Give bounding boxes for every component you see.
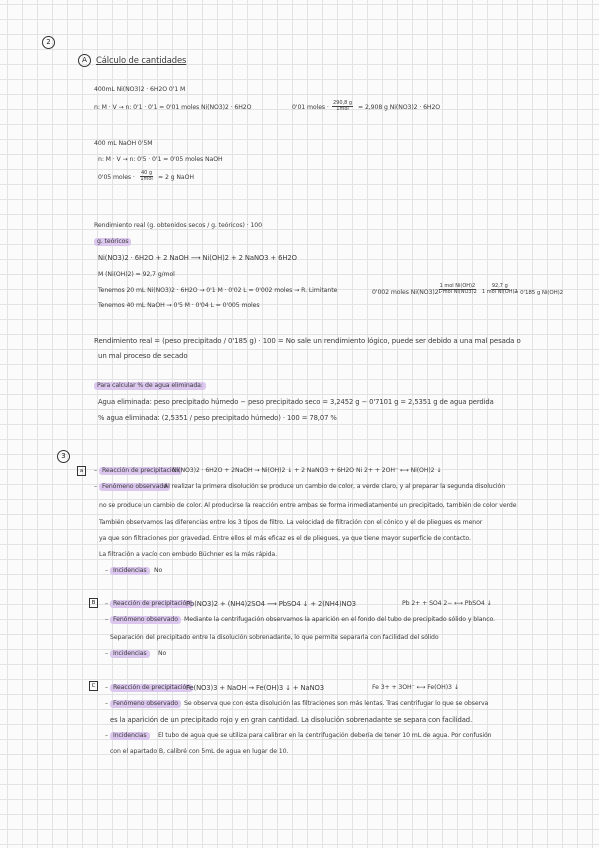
c-ionic: Fe 3+ + 3OH⁻ ⟷ Fe(OH)3 ↓ bbox=[372, 684, 459, 691]
naoh-header: 400 mL NaOH 0'5M bbox=[94, 140, 153, 147]
part-a-marker: A bbox=[78, 54, 91, 67]
naoh-mass-prefix: 0'05 moles · bbox=[98, 174, 135, 181]
c-incidencias-line1: El tubo de agua que se utiliza para calibrar en la centrifugación debería de tener 10 mL de agua. Por confusión bbox=[158, 732, 492, 739]
a-fenomeno-label: Fenómeno observado bbox=[99, 483, 170, 491]
a-fenomeno-line5: La filtración a vacío con embudo Büchner es la más rápida. bbox=[99, 551, 277, 558]
c-reaccion-label: Reacción de precipitación bbox=[110, 684, 193, 692]
a-fenomeno-line1: Al realizar la primera disolución se produce un cambio de color, a verde claro, y al preparar la segunda disolución bbox=[164, 483, 506, 490]
b-dash-1: – bbox=[105, 600, 108, 607]
a-dash-1: – bbox=[94, 467, 97, 474]
tenemos-2: Tenemos 40 mL NaOH → 0'5 M · 0'04 L = 0'005 moles bbox=[98, 302, 260, 309]
agua-label: Para calcular % de agua eliminada: bbox=[94, 382, 206, 390]
ohm-fraction-1 bbox=[438, 284, 477, 295]
naoh-mass-fraction bbox=[140, 171, 153, 182]
ohm-frac2-den: 1 mol Ni(OH)2 bbox=[482, 289, 518, 295]
b-dash-2: – bbox=[105, 616, 108, 623]
a-dash-3: – bbox=[105, 567, 108, 574]
c-dash-3: – bbox=[105, 732, 108, 739]
naoh-mass-den: 1mol bbox=[140, 176, 153, 182]
ohm-frac1-den: 1 mol Ni(NO3)2 bbox=[438, 289, 477, 295]
naoh-mass-result: = 2 g NaOH bbox=[158, 174, 194, 181]
b-ionic: Pb 2+ + SO4 2− ⟷ PbSO4 ↓ bbox=[402, 600, 492, 607]
b-incidencias-text: No bbox=[158, 650, 167, 657]
b-reaccion-label: Reacción de precipitación bbox=[110, 600, 193, 608]
part-a-box: a bbox=[77, 466, 86, 476]
naoh-moles-calc: n: M · V → n: 0'5 · 0'1 = 0'05 moles NaOH bbox=[98, 156, 223, 163]
b-incidencias-label: Incidencias bbox=[110, 650, 150, 658]
part-b-box: B bbox=[89, 598, 98, 608]
reaction-equation: Ni(NO3)2 · 6H2O + 2 NaOH ⟶ Ni(OH)2 + 2 NaNO3 + 6H2O bbox=[98, 254, 297, 262]
ohm-frac1-num: 1 mol Ni(OH)2 bbox=[439, 283, 476, 289]
ohm-result: = 0'185 g Ni(OH)2 bbox=[514, 290, 564, 296]
a-fenomeno-line2: no se produce un cambio de color. Al producirse la reacción entre ambas se forma inmediatamente un precipitado, también de color verde bbox=[99, 502, 517, 509]
c-fenomeno-line1: Se observa que con esta disolución las filtraciones son más lentas. Tras centrifugar lo que se observa bbox=[184, 700, 489, 707]
a-fenomeno-line4: ya que son filtraciones por gravedad. Entre ellos el más eficaz es el de pliegues, ya que tiene mayor superficie de contacto. bbox=[99, 535, 471, 542]
part-c-box: C bbox=[89, 681, 98, 691]
c-incidencias-line2: con el apartado B, calibré con 5mL de agua en lugar de 10. bbox=[110, 748, 289, 755]
b-fenomeno-line1: Mediante la centrifugación observamos la aparición en el fondo del tubo de precipitado sólido y blanco. bbox=[184, 616, 495, 623]
g-teoricos-label: g. teóricos bbox=[94, 238, 131, 246]
b-fenomeno-line2: Separación del precipitado entre la disolución sobrenadante, lo que permite separarla con facilidad del sólido bbox=[110, 634, 439, 641]
ni-mass-prefix: 0'01 moles · bbox=[292, 104, 329, 111]
ni-mass-num: 290,8 g bbox=[333, 100, 353, 106]
ni-mass-den: 1mol bbox=[336, 106, 349, 112]
c-reaccion-text: Fe(NO3)3 + NaOH → Fe(OH)3 ↓ + NaNO3 bbox=[186, 684, 325, 692]
tenemos-1: Tenemos 20 mL Ni(NO3)2 · 6H2O → 0'1 M · 0'02 L = 0'002 moles → R. Limitante bbox=[98, 287, 338, 294]
rendimiento-formula: Rendimiento real (g. obtenidos secos / g. teóricos) · 100 bbox=[94, 222, 262, 229]
part-a-title: Cálculo de cantidades bbox=[96, 55, 187, 65]
molar-mass: M (Ni(OH)2) = 92,7 g/mol bbox=[98, 271, 175, 278]
a-ionic: Ni 2+ + 2OH⁻ ⟷ Ni(OH)2 ↓ bbox=[356, 467, 442, 474]
rendimiento-real-line2: un mal proceso de secado bbox=[98, 352, 188, 360]
a-reaccion-text: Ni(NO3)2 · 6H2O + 2NaOH → Ni(OH)2 ↓ + 2 NaNO3 + 6H2O bbox=[172, 467, 354, 474]
c-dash-1: – bbox=[105, 684, 108, 691]
ni-mass-fraction bbox=[332, 101, 353, 112]
c-incidencias-label: Incidencias bbox=[110, 732, 150, 740]
ohm-calc-prefix: 0'002 moles Ni(NO3)2 · bbox=[372, 289, 443, 296]
ni-header: 400mL Ni(NO3)2 · 6H2O 0'1 M bbox=[94, 86, 186, 93]
rendimiento-real-line1: Rendimiento real = (peso precipitado / 0'185 g) · 100 = No sale un rendimiento lógico, puede ser debido a una mal pesada o bbox=[94, 337, 521, 345]
a-incidencias-text: No bbox=[154, 567, 163, 574]
c-fenomeno-line2: es la aparición de un precipitado rojo y en gran cantidad. La disolución sobrenadante se separa con facilidad. bbox=[110, 716, 473, 724]
a-incidencias-label: Incidencias bbox=[110, 567, 150, 575]
a-reaccion-label: Reacción de precipitación bbox=[99, 467, 182, 475]
c-dash-2: – bbox=[105, 700, 108, 707]
ni-mass-result: = 2,908 g Ni(NO3)2 · 6H2O bbox=[358, 104, 441, 111]
question-3-marker: 3 bbox=[57, 450, 70, 463]
agua-line1: Agua eliminada: peso precipitado húmedo − peso precipitado seco = 3,2452 g − 0'7101 g = 2,5351 g de agua perdida bbox=[98, 398, 494, 406]
naoh-mass-num: 40 g bbox=[141, 170, 153, 176]
ohm-frac2-num: 92,7 g bbox=[491, 283, 508, 289]
c-fenomeno-label: Fenómeno observado bbox=[110, 700, 181, 708]
agua-line2: % agua eliminada: (2,5351 / peso precipitado húmedo) · 100 = 78,07 % bbox=[98, 414, 337, 422]
a-fenomeno-line3: También observamos las diferencias entre los 3 tipos de filtro. La velocidad de filtración con el cónico y el de pliegues es menor bbox=[99, 519, 483, 526]
b-dash-3: – bbox=[105, 650, 108, 657]
ni-moles-calc: n: M · V → n: 0'1 · 0'1 = 0'01 moles Ni(NO3)2 · 6H2O bbox=[94, 104, 252, 111]
question-2-marker: 2 bbox=[42, 36, 55, 49]
b-reaccion-text: Pb(NO3)2 + (NH4)2SO4 ⟶ PbSO4 ↓ + 2(NH4)NO3 bbox=[186, 600, 356, 608]
a-dash-2: – bbox=[94, 483, 97, 490]
b-fenomeno-label: Fenómeno observado bbox=[110, 616, 181, 624]
ohm-fraction-2 bbox=[482, 284, 518, 295]
